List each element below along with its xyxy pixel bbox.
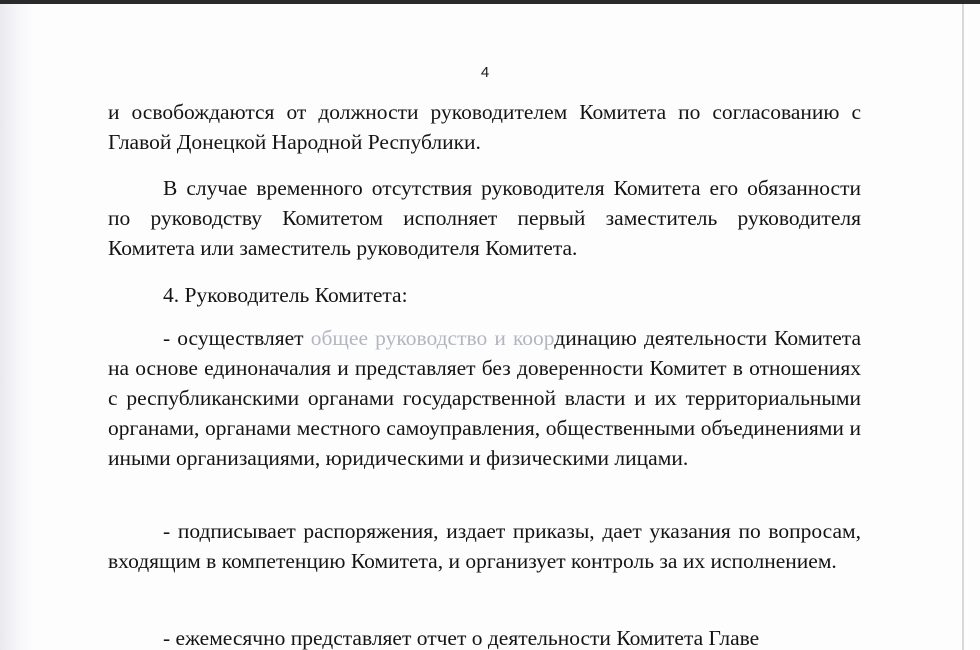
scan-right-edge xyxy=(962,4,964,650)
scan-left-shadow xyxy=(0,4,34,650)
paragraph-temporary-absence: В случае временного отсутствия руководителя Комитета его обязанности по руководству Комитетом исполняет первый заместитель руководителя Комитета или заместитель руководителя Комитета. xyxy=(108,176,861,260)
paragraph-text-start: - осуществляет xyxy=(163,326,311,350)
paragraph-general-management xyxy=(108,323,861,473)
section-heading-head-of-committee: 4. Руководитель Комитета: xyxy=(163,283,408,307)
page-number: 4 xyxy=(480,64,490,81)
paragraph-text-faded: общее руководство и коор xyxy=(310,326,555,350)
paragraph-orders: - подписывает распоряжения, издает приказы, дает указания по вопросам, входящим в компетенцию Комитета, и организует контроль за их исполнением. xyxy=(108,519,861,573)
paragraph-dismissal: и освобождаются от должности руководителем Комитета по согласованию с Главой Донецкой Народной Республики. xyxy=(108,100,861,154)
scan-top-border xyxy=(0,0,980,4)
paragraph-monthly-report: - ежемесячно представляет отчет о деятельности Комитета Главе xyxy=(163,626,760,650)
paragraph-text-rest: динацию деятельности Комитета на основе единоначалия и представляет без доверенности Комитет в отношениях с республиканскими органами государственной власти и их территориальными органами, органами местного самоуправления, общественными объединениями и иными организациями, юридическими и физическими лицами. xyxy=(108,326,862,470)
